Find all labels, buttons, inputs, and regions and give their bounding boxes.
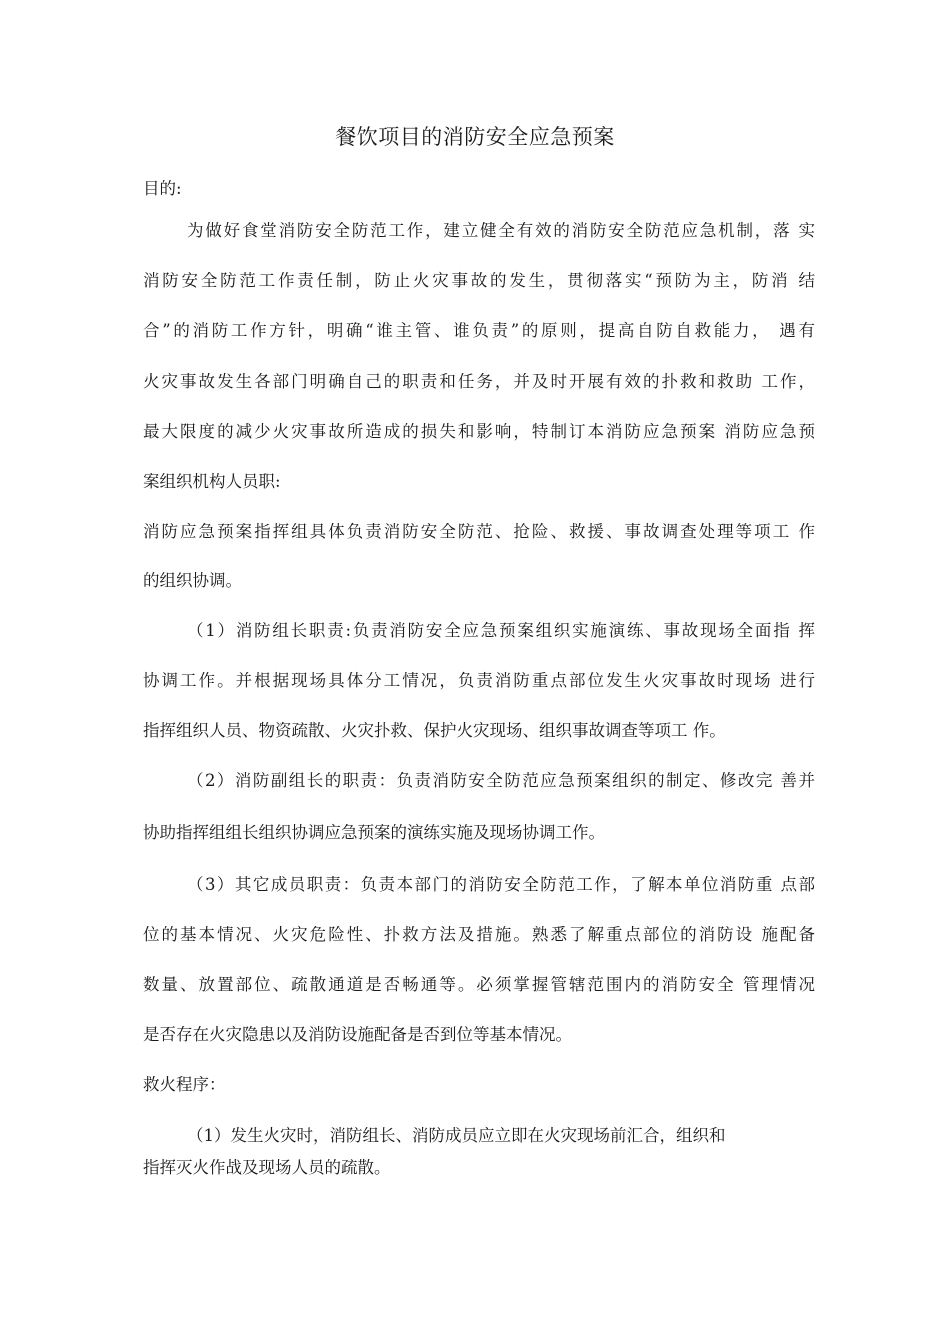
paragraph-line: 案组织机构人员职: <box>143 472 281 491</box>
paragraph-line: 协助指挥组组长组织协调应急预案的演练实施及现场协调工作。 <box>143 823 605 842</box>
paragraph-line: 火灾事故发生各部门明确自己的职责和任务，并及时开展有效的扑救和救助 工作， <box>143 372 815 391</box>
paragraph-line: 数量、放置部位、疏散通道是否畅通等。必须掌握管辖范围内的消防安全 管理情况 <box>143 975 815 994</box>
section-heading-purpose: 目的: <box>143 179 182 198</box>
paragraph-line: 指挥灭火作战及现场人员的疏散。 <box>143 1158 391 1177</box>
paragraph-line: （1）发生火灾时，消防组长、消防成员应立即在火灾现场前汇合，组织和 <box>187 1126 726 1145</box>
paragraph-line: 为做好食堂消防安全防范工作，建立健全有效的消防安全防范应急机制，落 实 <box>187 221 815 240</box>
paragraph-line: 的组织协调。 <box>143 571 242 590</box>
document-title: 餐饮项目的消防安全应急预案 <box>335 125 615 149</box>
paragraph-line: 指挥组织人员、物资疏散、火灾扑救、保护火灾现场、组织事故调查等项工 作。 <box>143 721 726 740</box>
paragraph-line: 是否存在火灾隐患以及消防设施配备是否到位等基本情况。 <box>143 1025 572 1044</box>
paragraph-line: （3）其它成员职责：负责本部门的消防安全防范工作，了解本单位消防重 点部 <box>187 875 815 894</box>
paragraph-line: 位的基本情况、火灾危险性、扑救方法及措施。熟悉了解重点部位的消防设 施配备 <box>143 925 815 944</box>
paragraph-line: 消防安全防范工作责任制，防止火灾事故的发生，贯彻落实“预防为主，防消 结 <box>143 271 815 290</box>
paragraph-line: 合”的消防工作方针，明确“谁主管、谁负责”的原则，提高自防自救能力， 遇有 <box>143 321 815 340</box>
paragraph-line: （2）消防副组长的职责：负责消防安全防范应急预案组织的制定、修改完 善并 <box>187 771 815 790</box>
paragraph-line: 消防应急预案指挥组具体负责消防安全防范、抢险、救援、事故调查处理等项工 作 <box>143 522 815 541</box>
paragraph-line: （1）消防组长职责:负责消防安全应急预案组织实施演练、事故现场全面指 挥 <box>187 621 815 640</box>
paragraph-line: 最大限度的减少火灾事故所造成的损失和影响，特制订本消防应急预案 消防应急预 <box>143 422 815 441</box>
paragraph-line: 协调工作。并根据现场具体分工情况，负责消防重点部位发生火灾事故时现场 进行 <box>143 671 815 690</box>
section-heading-procedure: 救火程序： <box>143 1075 226 1094</box>
